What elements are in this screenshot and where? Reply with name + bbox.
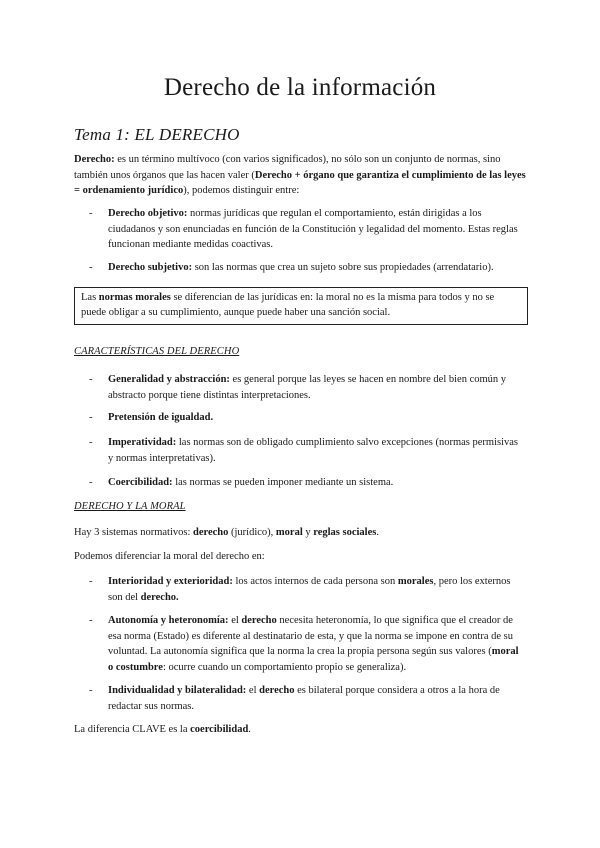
bullet-text: necesita heteronomía, lo que significa que el creador de esa norma (Estado) es diferente al destinatario de esta, y que la norma se impone en contra de su voluntad. La autonomía significa que la norma la crea la propia persona según sus valores ( <box>108 615 513 658</box>
bullet-term: Autonomía y heteronomía: <box>108 615 229 626</box>
conclusion-bold: coercibilidad <box>190 724 249 735</box>
list-item <box>89 410 519 426</box>
bullet-text: el <box>228 615 242 626</box>
paragraph-sistemas <box>74 525 526 541</box>
bullet-bold: derecho. <box>140 591 179 603</box>
conclusion-text: La diferencia CLAVE es la <box>74 724 191 735</box>
bullet-term: Derecho subjetivo: <box>108 262 193 273</box>
list-item <box>89 574 519 605</box>
intro-paragraph <box>74 152 526 199</box>
intro-text-end: ), podemos distinguir entre: <box>183 185 300 197</box>
bullet-dash: - <box>89 262 93 273</box>
bullet-bold: derecho <box>259 685 295 696</box>
bullet-text: , pero los externos son del <box>108 576 511 603</box>
callout-box <box>74 287 528 325</box>
p1-bold: reglas sociales <box>313 527 377 538</box>
p1-text: Hay 3 sistemas normativos: <box>74 527 193 538</box>
bullet-dash: - <box>89 208 93 219</box>
bullet-bold: derecho <box>241 615 277 626</box>
bullet-text: normas jurídicas que regulan el comportamiento, están dirigidas a los ciudadanos y son enunciadas en función de la Constitución y legalidad del momento. Estas reglas funcionan mediante medidas coactivas. <box>108 208 518 251</box>
paragraph-diferenciar <box>74 549 526 565</box>
p1-bold: derecho <box>193 527 229 538</box>
bullet-term: Imperatividad: <box>108 437 177 448</box>
bullet-text: los actos internos de cada persona son <box>232 576 398 587</box>
bullet-dash: - <box>89 374 93 385</box>
bullet-text: las normas son de obligado cumplimiento salvo excepciones (normas permisivas y normas interpretativas). <box>108 437 519 464</box>
section-heading-tema-1: Tema 1: EL DERECHO <box>74 125 240 144</box>
p1-text: y <box>302 527 314 538</box>
bullet-text: son las normas que crea un sujeto sobre sus propiedades (arrendatario). <box>192 262 494 273</box>
bullet-dash: - <box>89 477 93 488</box>
section-heading-caracteristicas: CARACTERÍSTICAS DEL DERECHO <box>74 346 240 357</box>
intro-term: Derecho: <box>74 154 115 165</box>
list-item <box>89 372 519 403</box>
p2-text: Podemos diferenciar la moral del derecho en: <box>74 551 265 562</box>
bullet-dash: - <box>89 615 93 626</box>
p1-text: . <box>376 527 379 538</box>
bullet-term: Pretensión de igualdad. <box>108 412 214 423</box>
bullet-term: Individualidad y bilateralidad: <box>108 685 247 696</box>
section-heading-derecho-moral: DERECHO Y LA MORAL <box>74 501 186 512</box>
callout-text: Las <box>81 292 99 303</box>
bullet-text: el <box>246 685 260 696</box>
callout-text-end: se diferencian de las jurídicas en: la moral no es la misma para todos y no se puede obligar a su cumplimiento, aunque puede haber una sanción social. <box>81 292 495 319</box>
p1-text: (jurídico), <box>228 527 276 538</box>
conclusion-text-end: . <box>248 724 251 735</box>
bullet-dash: - <box>89 412 93 423</box>
bullet-term: Coercibilidad: <box>108 477 173 488</box>
bullet-term: Derecho objetivo: <box>108 208 188 219</box>
list-item <box>89 613 519 675</box>
bullet-dash: - <box>89 576 93 587</box>
bullet-text: es bilateral porque considera a otros a la hora de redactar sus normas. <box>108 685 500 712</box>
p1-bold: moral <box>275 527 303 538</box>
bullet-term: Generalidad y abstracción: <box>108 374 230 385</box>
list-item <box>89 683 519 714</box>
intro-text: es un término multívoco (con varios significados), no sólo son un conjunto de normas, sino también unos órganos que las hacen valer ( <box>74 154 501 181</box>
bullet-bold: moral o costumbre <box>108 646 519 673</box>
bullet-text: es general porque las leyes se hacen en nombre del bien común y abstracto porque tiene distintas interpretaciones. <box>108 374 507 401</box>
list-item <box>89 435 519 466</box>
callout-bold: normas morales <box>98 292 171 303</box>
intro-bold: Derecho + órgano que garantiza el cumplimiento de las leyes = ordenamiento jurídico <box>74 169 526 197</box>
list-item <box>89 475 519 491</box>
list-item <box>89 260 519 276</box>
bullet-text: las normas se pueden imponer mediante un sistema. <box>172 477 394 488</box>
document-title: Derecho de la información <box>163 74 437 101</box>
paragraph-conclusion <box>74 722 526 738</box>
bullet-text: : ocurre cuando un comportamiento propio se generaliza). <box>162 661 407 673</box>
bullet-dash: - <box>89 685 93 696</box>
list-item <box>89 206 519 253</box>
bullet-bold: morales <box>397 576 434 587</box>
bullet-term: Interioridad y exterioridad: <box>108 576 233 587</box>
bullet-dash: - <box>89 437 93 448</box>
